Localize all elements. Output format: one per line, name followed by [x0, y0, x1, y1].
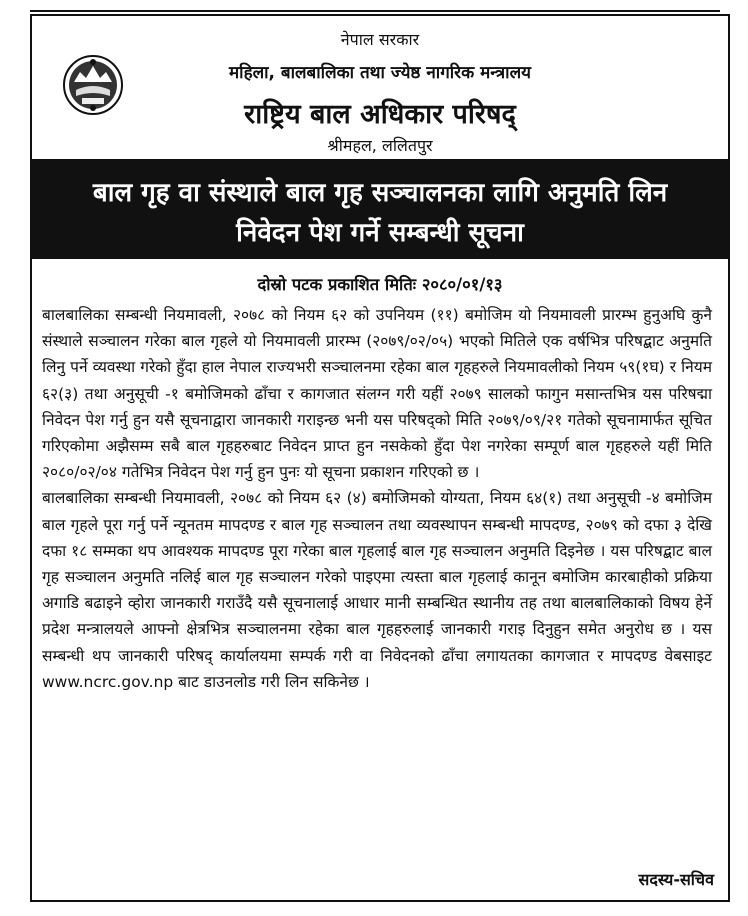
publication-date: दोस्रो पटक प्रकाशित मितिः २०८०/०१/१३ — [257, 275, 503, 294]
council-address: श्रीमहल, ललितपुर — [327, 136, 433, 155]
notice-title-line-2: निवेदन पेश गर्ने सम्बन्धी सूचना — [236, 218, 524, 248]
notice-paragraph-1: बालबालिका सम्बन्धी नियमावली, २०७८ को नियम ६२ को उपनियम (११) बमोजिम यो नियमावली प्रारम्भ हुनुअघि कुनै संस्थाले सञ्चालन गरेका बाल गृहले यो नियमावली प्रारम्भ (२०७९/०२/०५) भएको मितिले एक वर्षभित्र परिषद्बाट अनुमति लिनु पर्ने व्यवस्था गरेको हुँदा हाल नेपाल राज्यभरी सञ्चालनमा रहेका बाल गृहहरुले नियमावलीको नियम ५९(१घ) र नियम ६२(३) तथा अनुसूची -१ बमोजिमको ढाँचा र कागजात संलग्न गरी यहीं २०७९ सालको फागुन मसान्तभित्र यस परिषद्मा निवेदन पेश गर्नु हुन यसै सूचनाद्वारा जानकारी गराइन्छ भनी यस परिषद्को मिति २०७९/०९/२१ गतेको सूचनामार्फत सूचित गरिएकोमा अझैसम्म सबै बाल गृहहरुबाट निवेदन प्राप्त हुन नसकेको हुँदा पेश नगरेका सम्पूर्ण बाल गृहहरुले यहीं मिति २०८०/०२/०४ गतेभित्र निवेदन पेश गर्नु हुन पुनः यो सूचना प्रकाशन गरिएको छ । — [42, 306, 712, 482]
ministry-name: महिला, बालबालिका तथा ज्येष्ठ नागरिक मन्त्रालय — [229, 63, 531, 83]
notice-frame — [30, 14, 730, 902]
government-name: नेपाल सरकार — [340, 30, 420, 49]
notice-body — [42, 302, 712, 695]
notice-title-line-1: बाल गृह वा संस्थाले बाल गृह सञ्चालनका लागि अनुमति लिन — [92, 178, 668, 208]
notice-title-banner — [32, 159, 728, 259]
notice-paragraph-2: बालबालिका सम्बन्धी नियमावली, २०७८ को नियम ६२ (४) बमोजिमको योग्यता, नियम ६४(१) तथा अनुसूची -४ बमोजिम बाल गृहले पूरा गर्नु पर्ने न्यूनतम मापदण्ड र बाल गृह सञ्चालन तथा व्यवस्थापन सम्बन्धी मापदण्ड, २०७९ को दफा ३ देखि दफा १८ सम्मका थप आवश्यक मापदण्ड पूरा गरेका बाल गृहलाई बाल गृह सञ्चालन अनुमति दिइनेछ । यस परिषद्बाट बाल गृह सञ्चालन अनुमति नलिई बाल गृह सञ्चालन गरेको पाइएमा त्यस्ता बाल गृहलाई कानून बमोजिम कारबाहीको प्रक्रिया अगाडि बढाइने व्होरा जानकारी गराउँदै यसै सूचनालाई आधार मानी सम्बन्धित स्थानीय तह तथा बालबालिकाको विषय हेर्ने प्रदेश मन्त्रालयले आफ्नो क्षेत्रभित्र सञ्चालनमा रहेका बाल गृहहरुलाई जानकारी गराइ दिनुहुन समेत अनुरोध छ । यस सम्बन्धी थप जानकारी परिषद् कार्यालयमा सम्पर्क गरी वा निवेदनको ढाँचा लगायतका कागजात र मापदण्ड वेबसाइट www.ncrc.gov.np बाट डाउनलोड गरी लिन सकिनेछ । — [42, 489, 712, 691]
signature-title: सदस्य-सचिव — [638, 870, 714, 889]
top-border-strip — [30, 0, 720, 12]
header — [32, 16, 728, 158]
council-name: राष्ट्रिय बाल अधिकार परिषद् — [244, 99, 516, 130]
